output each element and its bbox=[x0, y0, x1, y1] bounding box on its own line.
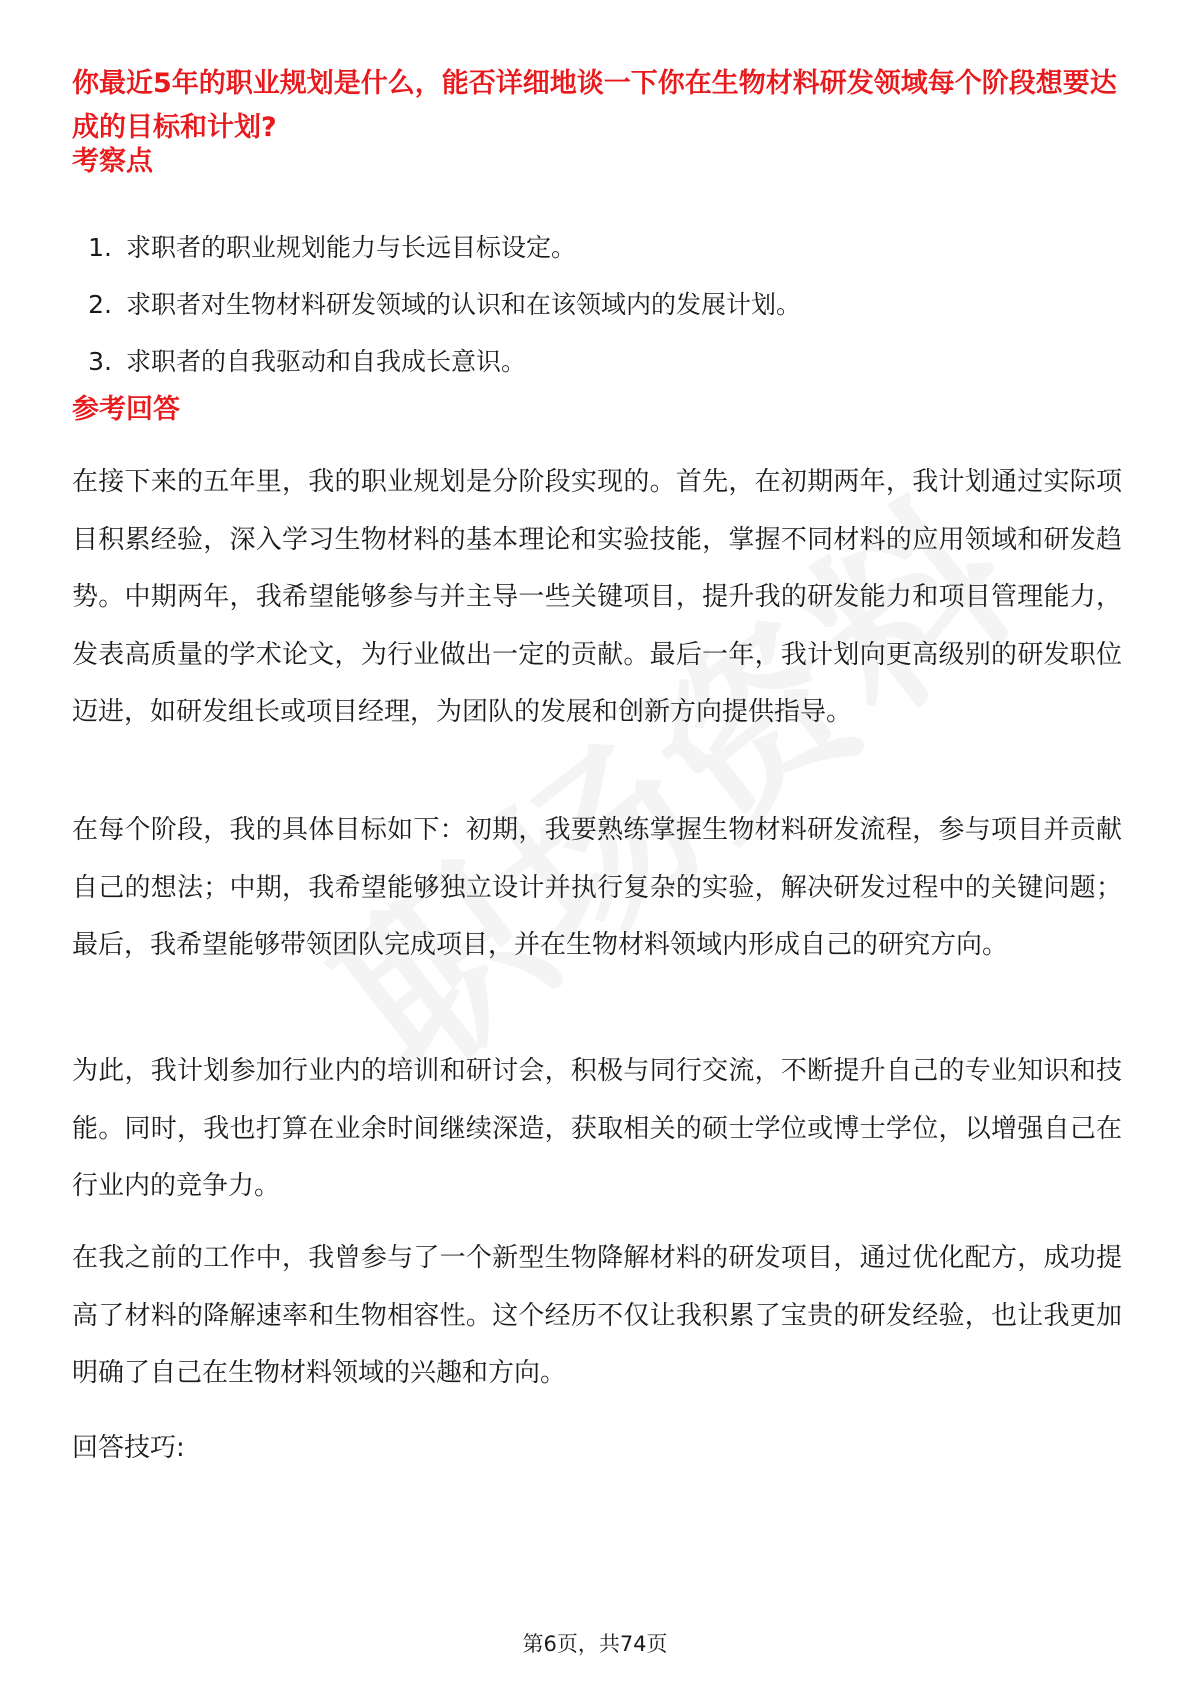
question-title: 你最近5年的职业规划是什么，能否详细地谈一下你在生物材料研发领域每个阶段想要达成的目标和计划? bbox=[72, 68, 1117, 143]
answer-paragraph-2: 在每个阶段，我的具体目标如下：初期，我要熟练掌握生物材料研发流程，参与项目并贡献自己的想法；中期，我希望能够独立设计并执行复杂的实验，解决研发过程中的关键问题；最后，我希望能够带领团队完成项目，并在生物材料领域内形成自己的研究方向。 bbox=[72, 815, 1122, 960]
list-text: 求职者的自我驱动和自我成长意识。 bbox=[126, 347, 527, 376]
examination-points-heading: 考察点 bbox=[72, 146, 153, 177]
list-number: 2. bbox=[88, 290, 112, 319]
list-item bbox=[72, 285, 801, 342]
list-text: 求职者的职业规划能力与长远目标设定。 bbox=[126, 233, 577, 262]
examination-points-list bbox=[72, 228, 801, 399]
list-text: 求职者对生物材料研发领域的认识和在该领域内的发展计划。 bbox=[126, 290, 802, 319]
list-item bbox=[72, 228, 801, 285]
answer-tips-label: 回答技巧: bbox=[72, 1433, 185, 1463]
answer-paragraph-1: 在接下来的五年里，我的职业规划是分阶段实现的。首先，在初期两年，我计划通过实际项目积累经验，深入学习生物材料的基本理论和实验技能，掌握不同材料的应用领域和研发趋势。中期两年，我希望能够参与并主导一些关键项目，提升我的研发能力和项目管理能力，发表高质量的学术论文，为行业做出一定的贡献。最后一年，我计划向更高级别的研发职位迈进，如研发组长或项目经理，为团队的发展和创新方向提供指导。 bbox=[72, 467, 1122, 727]
page-footer: 第6页，共74页 bbox=[522, 1632, 668, 1656]
list-number: 3. bbox=[88, 347, 112, 376]
answer-paragraph-4: 在我之前的工作中，我曾参与了一个新型生物降解材料的研发项目，通过优化配方，成功提高了材料的降解速率和生物相容性。这个经历不仅让我积累了宝贵的研发经验，也让我更加明确了自己在生物材料领域的兴趣和方向。 bbox=[72, 1243, 1122, 1388]
reference-answer-heading: 参考回答 bbox=[72, 394, 180, 425]
answer-paragraph-3: 为此，我计划参加行业内的培训和研讨会，积极与同行交流，不断提升自己的专业知识和技能。同时，我也打算在业余时间继续深造，获取相关的硕士学位或博士学位，以增强自己在行业内的竞争力。 bbox=[72, 1056, 1122, 1201]
list-number: 1. bbox=[88, 233, 112, 262]
list-item bbox=[72, 342, 801, 399]
